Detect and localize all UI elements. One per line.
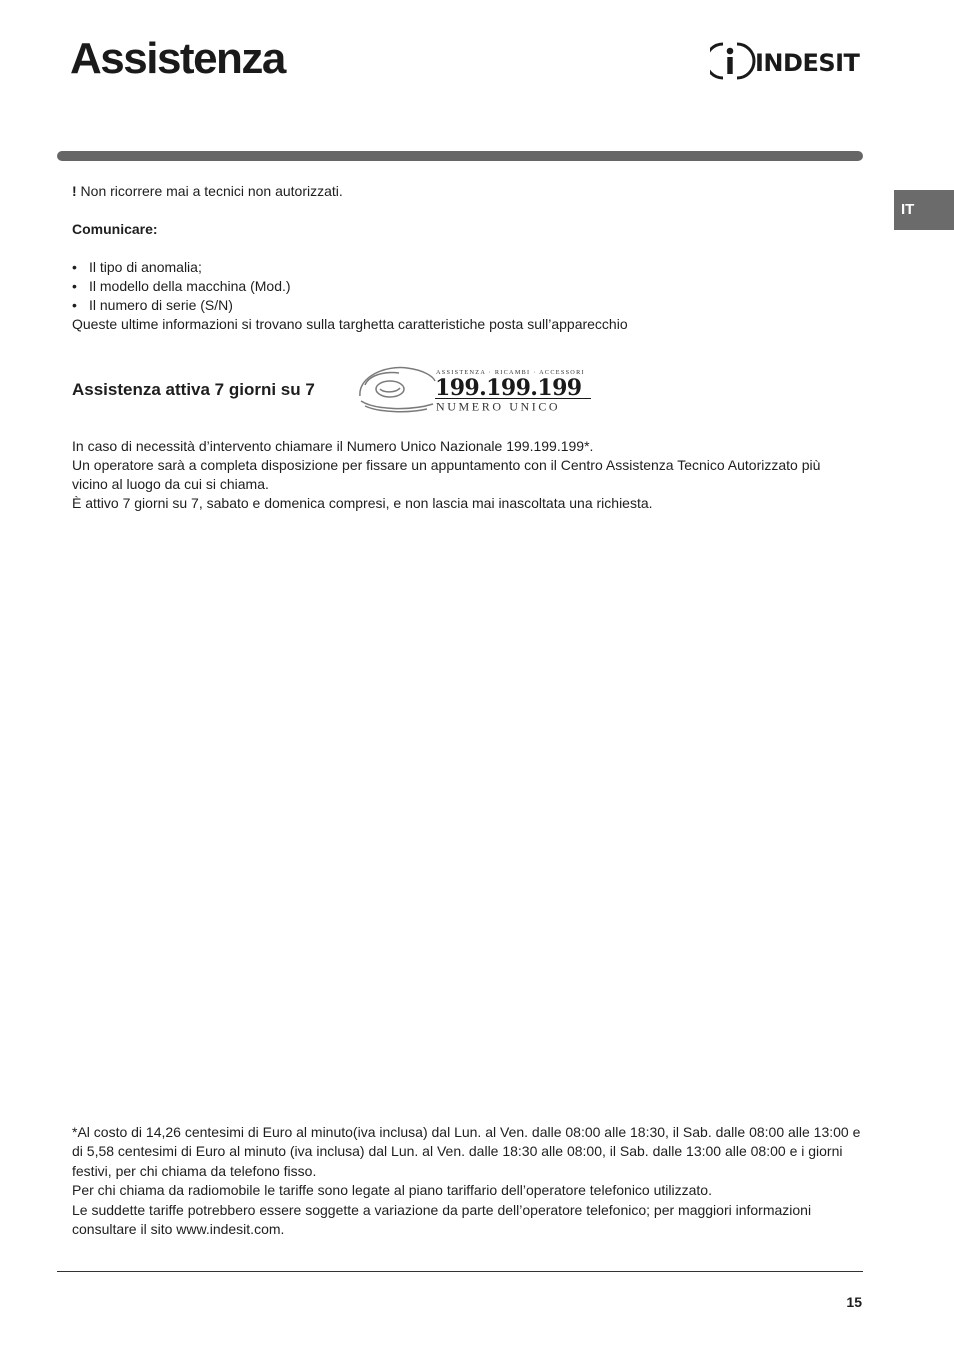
paragraph-line: In caso di necessità d’intervento chiamare il Numero Unico Nazionale 199.199.199*. bbox=[72, 438, 594, 454]
page-number: 15 bbox=[846, 1294, 862, 1310]
info-list bbox=[72, 258, 291, 315]
footnote-line: *Al costo di 14,26 centesimi di Euro al minuto(iva inclusa) dal Lun. al Ven. dalle 08:00 alle 18:30, il Sab. dalle 08:00 alle 13:00 e di 5,58 centesimi di Euro al minuto (iva inclusa) dal Lun. al Ven. dalle 18:30 alle 08:00, il Sab. dalle 13:00 alle 08:00 e i giorni festivi, per chi chiama da telefono fisso. bbox=[72, 1124, 861, 1179]
footer-rule bbox=[57, 1271, 863, 1272]
logo-tagline: ASSISTENZA · RICAMBI · ACCESSORI bbox=[436, 369, 585, 376]
info-note: Queste ultime informazioni si trovano sulla targhetta caratteristiche posta sull’apparecchio bbox=[72, 316, 628, 332]
logo-number: 199.199.199 bbox=[435, 375, 582, 401]
language-tab: IT bbox=[894, 190, 954, 230]
warning-mark: ! bbox=[72, 183, 77, 199]
logo-caption: NUMERO UNICO bbox=[436, 399, 561, 414]
list-item: • Il modello della macchina (Mod.) bbox=[72, 277, 291, 296]
telephone-icon bbox=[360, 368, 435, 412]
section-heading: Assistenza attiva 7 giorni su 7 bbox=[72, 380, 315, 399]
warning-text: Non ricorrere mai a tecnici non autorizzati. bbox=[76, 183, 343, 199]
warning-line bbox=[72, 182, 343, 201]
service-paragraph bbox=[72, 437, 832, 513]
header-rule bbox=[57, 151, 863, 161]
footnote-line: Per chi chiama da radiomobile le tariffe sono legate al piano tariffario dell’operatore telefonico utilizzato. bbox=[72, 1182, 712, 1199]
list-item: • Il numero di serie (S/N) bbox=[72, 296, 291, 315]
paragraph-line: È attivo 7 giorni su 7, sabato e domenica compresi, e non lascia mai inascoltata una richiesta. bbox=[72, 495, 653, 511]
numero-unico-logo bbox=[355, 363, 595, 415]
list-item: • Il tipo di anomalia; bbox=[72, 258, 291, 277]
footnote-line: Le suddette tariffe potrebbero essere soggette a variazione da parte dell’operatore telefonico; per maggiori informazioni consultare il sito www.indesit.com. bbox=[72, 1201, 812, 1238]
tariff-footnote bbox=[72, 1123, 867, 1239]
indesit-logo bbox=[710, 38, 865, 84]
brand-name: INDESIT bbox=[755, 49, 860, 77]
page-title: Assistenza bbox=[70, 34, 285, 83]
indesit-i-icon bbox=[710, 44, 754, 78]
paragraph-line: Un operatore sarà a completa disposizione per fissare un appuntamento con il Centro Assistenza Tecnico Autorizzato più vicino al luogo da cui si chiama. bbox=[72, 457, 821, 492]
communicate-heading: Comunicare: bbox=[72, 221, 158, 237]
